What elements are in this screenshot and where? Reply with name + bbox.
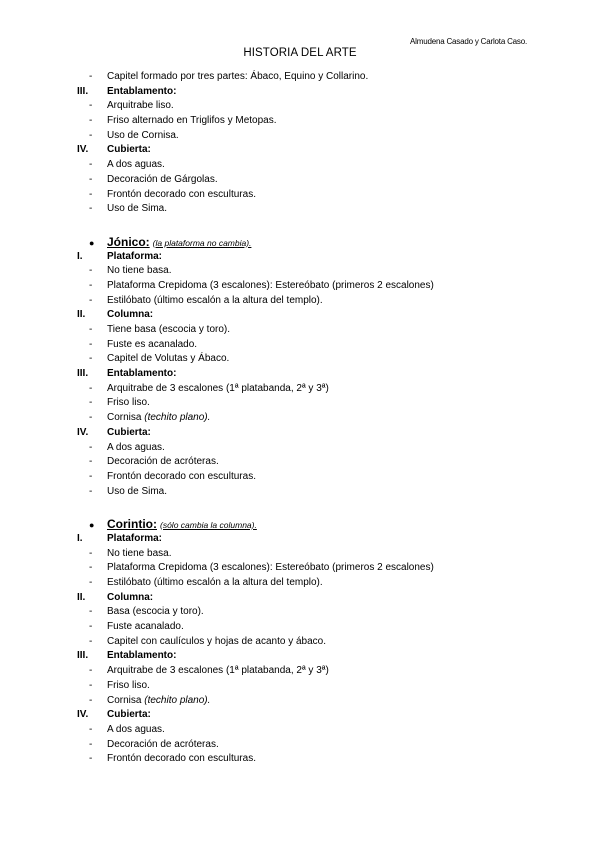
list-item: - Decoración de Gárgolas. <box>89 173 218 185</box>
list-item: - Uso de Cornisa. <box>89 129 179 141</box>
section-heading: III. Entablamento: <box>77 368 177 380</box>
list-item: - A dos aguas. <box>89 441 165 453</box>
list-item: - Frontón decorado con esculturas. <box>89 188 256 200</box>
list-item: - Decoración de acróteras. <box>89 456 219 468</box>
list-item: - Cornisa (techito plano). <box>89 412 211 424</box>
list-item: - Estilóbato (último escalón a la altura del templo). <box>89 294 323 306</box>
bullet-icon: ● <box>89 237 95 248</box>
section-heading: I. Plataforma: <box>77 250 163 262</box>
list-item: - Frontón decorado con esculturas. <box>89 470 256 482</box>
section-heading: IV. Cubierta: <box>77 709 151 721</box>
authors: Almudena Casado y Carlota Caso. <box>410 37 527 46</box>
list-item: - Capitel formado por tres partes: Ábaco, Equino y Collarino. <box>89 71 369 82</box>
list-item: - Capitel con caulículos y hojas de acanto y ábaco. <box>89 635 327 647</box>
list-item: - Plataforma Crepidoma (3 escalones): Estereóbato (primeros 2 escalones) <box>89 279 434 291</box>
list-item: - No tiene basa. <box>89 265 172 277</box>
list-item: - Friso alternado en Triglifos y Metopas. <box>89 115 277 127</box>
section-heading: III. Entablamento: <box>77 85 177 97</box>
list-item: - Friso liso. <box>89 397 150 409</box>
list-item: - Uso de Sima. <box>89 485 168 497</box>
bullet-icon: ● <box>89 519 95 530</box>
list-item: - Frontón decorado con esculturas. <box>89 753 256 765</box>
list-item: - A dos aguas. <box>89 723 165 735</box>
section-heading: IV. Cubierta: <box>77 144 151 156</box>
section-heading: II. Columna: <box>77 591 154 603</box>
list-item: - Decoración de acróteras. <box>89 738 219 750</box>
list-item: - Fuste acanalado. <box>89 621 184 633</box>
document-body <box>0 70 600 767</box>
list-item: - No tiene basa. <box>89 547 172 559</box>
list-item: - Fuste es acanalado. <box>89 338 198 350</box>
list-item: - Plataforma Crepidoma (3 escalones): Estereóbato (primeros 2 escalones) <box>89 562 434 574</box>
section-heading: II. Columna: <box>77 309 154 321</box>
section-heading: I. Plataforma: <box>77 532 163 544</box>
list-item: - Arquitrabe de 3 escalones (1ª platabanda, 2ª y 3ª) <box>89 665 329 677</box>
list-item: - Tiene basa (escocia y toro). <box>89 324 231 335</box>
order-heading-corintio: ● Corintio: (sólo cambia la columna). <box>89 516 257 531</box>
list-item: - Uso de Sima. <box>89 203 168 215</box>
list-item: - Cornisa (techito plano). <box>89 694 211 706</box>
list-item: - Capitel de Volutas y Ábaco. <box>89 353 230 365</box>
section-heading: III. Entablamento: <box>77 650 177 662</box>
list-item: - Basa (escocia y toro). <box>89 606 204 618</box>
list-item: - Arquitrabe de 3 escalones (1ª platabanda, 2ª y 3ª) <box>89 382 329 394</box>
list-item: - Friso liso. <box>89 679 150 691</box>
list-item: - Estilóbato (último escalón a la altura del templo). <box>89 577 323 588</box>
list-item: - A dos aguas. <box>89 159 165 171</box>
section-heading: IV. Cubierta: <box>77 426 151 438</box>
page-title: HISTORIA DEL ARTE <box>243 47 357 59</box>
order-heading-jonico: ● Jónico: (la plataforma no cambia). <box>89 234 252 249</box>
list-item: - Arquitrabe liso. <box>89 100 174 112</box>
